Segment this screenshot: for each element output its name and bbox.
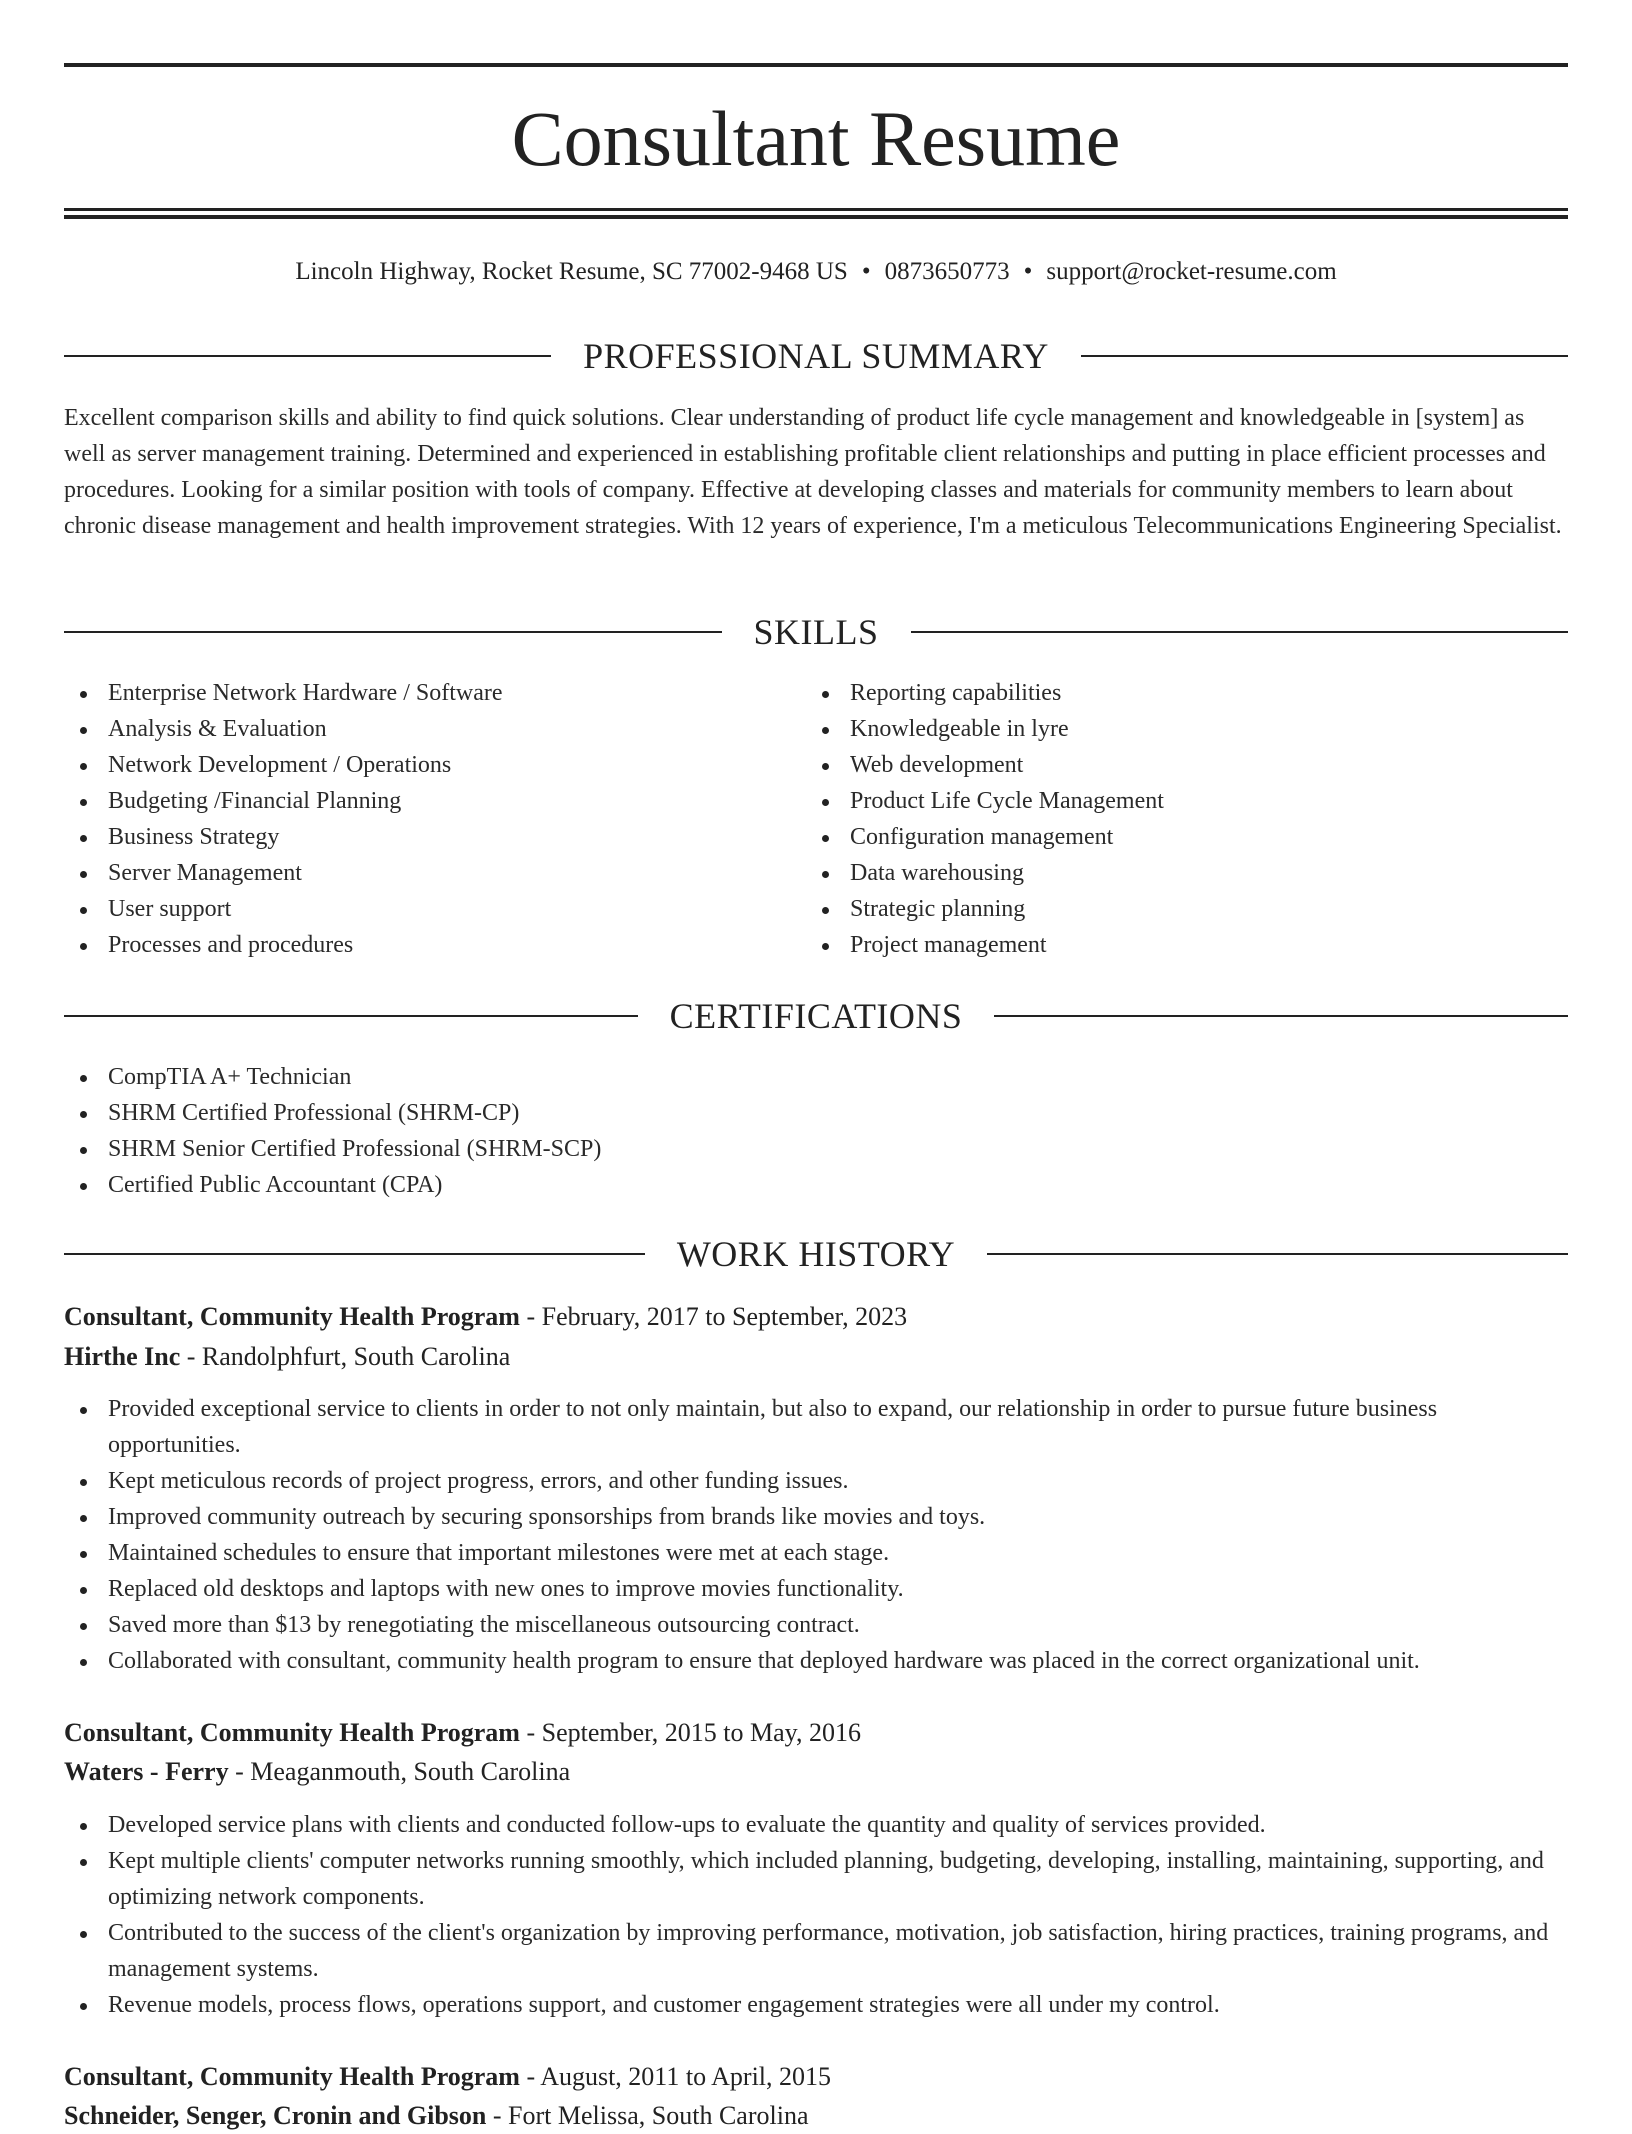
skill-item: Knowledgeable in lyre [806,711,1568,747]
certification-item: SHRM Certified Professional (SHRM-CP) [64,1095,1568,1131]
section-heading-skills [64,610,1568,654]
section-title: WORK HISTORY [676,1234,956,1274]
section-title: CERTIFICATIONS [669,996,963,1036]
certification-item: CompTIA A+ Technician [64,1059,1568,1095]
section-heading-work-history [64,1232,1568,1276]
job-duty: Developed service plans with clients and conducted follow-ups to evaluate the quantity and quality of services provided. [64,1807,1568,1843]
heading-rule-left [64,1015,638,1017]
job-duty: Kept meticulous records of project progress, errors, and other funding issues. [64,1463,1568,1499]
job-company-line [64,2098,1568,2134]
job-duty: Revenue models, process flows, operations support, and customer engagement strategies were all under my control. [64,1987,1568,2023]
header-top-rule [64,63,1568,67]
skill-item: Web development [806,747,1568,783]
skills-list-left [64,675,804,963]
skill-item: Network Development / Operations [64,747,804,783]
job-company-line [64,1754,1568,1790]
job-title-line [64,2059,1568,2095]
job-duties-list [64,1807,1568,2023]
heading-rule-right [994,1015,1568,1017]
job-duty: Kept multiple clients' computer networks running smoothly, which included planning, budgeting, developing, installing, maintaining, supporting, and optimizing network components. [64,1843,1568,1915]
certifications-list [64,1059,1568,1203]
heading-rule-left [64,355,551,357]
contact-email[interactable]: support@rocket-resume.com [1046,258,1337,285]
job-dates: - August, 2011 to April, 2015 [519,2062,832,2091]
certification-item: SHRM Senior Certified Professional (SHRM-SCP) [64,1131,1568,1167]
skill-item: Data warehousing [806,855,1568,891]
job-duty: Saved more than $13 by renegotiating the miscellaneous outsourcing contract. [64,1607,1568,1643]
skill-item: Server Management [64,855,804,891]
job-location: - Meaganmouth, South Carolina [228,1757,571,1786]
job-duties-list [64,1391,1568,1679]
heading-rule-left [64,1253,645,1255]
heading-rule-left [64,631,722,633]
skill-item: Configuration management [806,819,1568,855]
job-location: - Fort Melissa, South Carolina [486,2101,809,2130]
section-heading-certifications [64,994,1568,1038]
job-title: Consultant, Community Health Program [64,2062,520,2091]
contact-phone: 0873650773 [884,258,1010,285]
job-title-line [64,1715,1568,1751]
contact-separator: • [1023,258,1033,285]
job-title: Consultant, Community Health Program [64,1302,520,1331]
skill-item: User support [64,891,804,927]
section-title: SKILLS [753,612,879,652]
resume-title: Consultant Resume [511,95,1121,182]
job-dates: - February, 2017 to September, 2023 [519,1302,908,1331]
skill-item: Analysis & Evaluation [64,711,804,747]
heading-rule-right [987,1253,1568,1255]
section-heading-summary [64,334,1568,378]
skills-list-right [806,675,1568,963]
skill-item: Product Life Cycle Management [806,783,1568,819]
job-company: Schneider, Senger, Cronin and Gibson [64,2101,487,2130]
job-dates: - September, 2015 to May, 2016 [519,1718,861,1747]
summary-paragraph: Excellent comparison skills and ability to find quick solutions. Clear understanding of product life cycle management and knowledgeable in [system] as well as server management training. Determined and experienced in establishing profitable client relationships and putting in place efficient processes and procedures. Looking for a similar position with tools of company. Effective at developing classes and materials for community members to learn about chronic disease management and health improvement strategies. With 12 years of experience, I'm a meticulous Telecommunications Engineering Specialist. [64,405,1562,539]
skill-item: Business Strategy [64,819,804,855]
job-company: Waters - Ferry [64,1757,229,1786]
job-duty: Maintained schedules to ensure that important milestones were met at each stage. [64,1535,1568,1571]
certification-item: Certified Public Accountant (CPA) [64,1167,1568,1203]
job-title: Consultant, Community Health Program [64,1718,520,1747]
job-duty: Replaced old desktops and laptops with new ones to improve movies functionality. [64,1571,1568,1607]
skill-item: Enterprise Network Hardware / Software [64,675,804,711]
job-duty: Provided exceptional service to clients in order to not only maintain, but also to expand, our relationship in order to pursue future business opportunities. [64,1391,1568,1463]
skill-item: Project management [806,927,1568,963]
job-duty: Collaborated with consultant, community health program to ensure that deployed hardware was placed in the correct organizational unit. [64,1643,1568,1679]
contact-separator: • [861,258,871,285]
skill-item: Processes and procedures [64,927,804,963]
job-location: - Randolphfurt, South Carolina [180,1342,511,1371]
job-company-line [64,1339,1568,1375]
job-duty: Contributed to the success of the client's organization by improving performance, motivation, job satisfaction, hiring practices, training programs, and management systems. [64,1915,1568,1987]
job-company: Hirthe Inc [64,1342,181,1371]
header-double-rule-upper [64,208,1568,211]
heading-rule-right [1081,355,1568,357]
job-duty: Improved community outreach by securing sponsorships from brands like movies and toys. [64,1499,1568,1535]
skill-item: Budgeting /Financial Planning [64,783,804,819]
heading-rule-right [911,631,1569,633]
contact-line [64,256,1568,288]
skill-item: Strategic planning [806,891,1568,927]
section-title: PROFESSIONAL SUMMARY [583,336,1049,376]
skill-item: Reporting capabilities [806,675,1568,711]
contact-address: Lincoln Highway, Rocket Resume, SC 77002-9468 US [295,258,848,285]
header-double-rule-lower [64,215,1568,219]
job-title-line [64,1299,1568,1335]
